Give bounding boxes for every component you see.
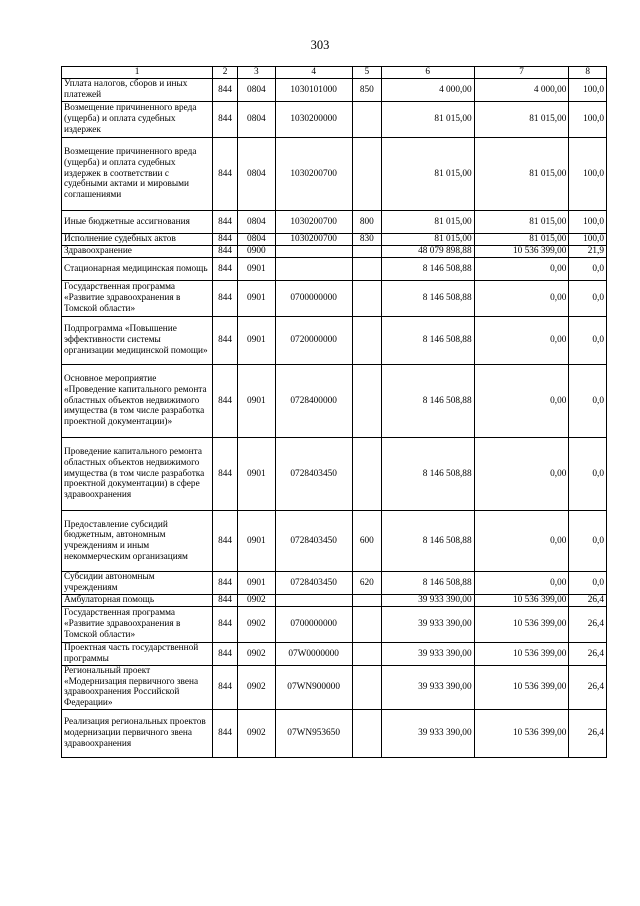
percent: 0,0 (569, 365, 607, 438)
code-5: 830 (352, 234, 381, 246)
header-row (62, 67, 607, 79)
amount-fact: 81 015,00 (474, 138, 569, 211)
col-header-2: 2 (213, 67, 238, 79)
code-2: 844 (213, 211, 238, 234)
amount-fact: 81 015,00 (474, 102, 569, 138)
code-4: 1030200000 (275, 102, 352, 138)
col-header-4: 4 (275, 67, 352, 79)
amount-plan: 8 146 508,88 (381, 511, 474, 572)
row-name: Проведение капитального ремонта областных объектов недвижимого имущества (в том числе разработка проектной документации) в сфере здравоохранения (62, 438, 213, 511)
budget-table (61, 66, 607, 758)
code-3: 0901 (238, 365, 276, 438)
row-name: Возмещение причиненного вреда (ущерба) и оплата судебных издержек (62, 102, 213, 138)
code-2: 844 (213, 138, 238, 211)
code-5 (352, 281, 381, 317)
amount-plan: 81 015,00 (381, 211, 474, 234)
row-name: Основное мероприятие «Проведение капитального ремонта областных объектов недвижимого имущества (в том числе разработка проектной документации)» (62, 365, 213, 438)
code-2: 844 (213, 438, 238, 511)
code-5 (352, 709, 381, 757)
code-3: 0901 (238, 511, 276, 572)
code-2: 844 (213, 572, 238, 595)
code-2: 844 (213, 595, 238, 607)
table-row (62, 438, 607, 511)
percent: 100,0 (569, 138, 607, 211)
code-3: 0901 (238, 258, 276, 281)
code-5: 620 (352, 572, 381, 595)
code-5 (352, 666, 381, 710)
row-name: Исполнение судебных актов (62, 234, 213, 246)
code-4 (275, 246, 352, 258)
percent: 26,4 (569, 666, 607, 710)
row-name: Подпрограмма «Повышение эффективности системы организации медицинской помощи» (62, 317, 213, 365)
row-name: Региональный проект «Модернизация первичного звена здравоохранения Российской Федерации» (62, 666, 213, 710)
table-row (62, 211, 607, 234)
percent: 0,0 (569, 511, 607, 572)
amount-fact: 0,00 (474, 317, 569, 365)
code-3: 0804 (238, 79, 276, 102)
amount-plan: 39 933 390,00 (381, 709, 474, 757)
code-4: 0728403450 (275, 438, 352, 511)
code-5 (352, 607, 381, 643)
table-row (62, 572, 607, 595)
percent: 100,0 (569, 102, 607, 138)
amount-plan: 8 146 508,88 (381, 258, 474, 281)
code-3: 0902 (238, 643, 276, 666)
amount-fact: 10 536 399,00 (474, 709, 569, 757)
code-2: 844 (213, 79, 238, 102)
col-header-1: 1 (62, 67, 213, 79)
code-4: 0728403450 (275, 511, 352, 572)
code-4: 07WN953650 (275, 709, 352, 757)
code-5 (352, 595, 381, 607)
table-row (62, 258, 607, 281)
row-name: Уплата налогов, сборов и иных платежей (62, 79, 213, 102)
percent: 26,4 (569, 709, 607, 757)
code-4 (275, 595, 352, 607)
table-row (62, 511, 607, 572)
code-5 (352, 438, 381, 511)
col-header-7: 7 (474, 67, 569, 79)
percent: 100,0 (569, 234, 607, 246)
table-row (62, 709, 607, 757)
amount-plan: 8 146 508,88 (381, 365, 474, 438)
table-row (62, 365, 607, 438)
code-5 (352, 317, 381, 365)
code-3: 0900 (238, 246, 276, 258)
code-4: 07W0000000 (275, 643, 352, 666)
col-header-3: 3 (238, 67, 276, 79)
code-3: 0804 (238, 138, 276, 211)
percent: 0,0 (569, 281, 607, 317)
row-name: Амбулаторная помощь (62, 595, 213, 607)
code-5 (352, 102, 381, 138)
amount-plan: 48 079 898,88 (381, 246, 474, 258)
code-4: 1030200700 (275, 234, 352, 246)
code-3: 0901 (238, 572, 276, 595)
amount-plan: 8 146 508,88 (381, 572, 474, 595)
code-2: 844 (213, 102, 238, 138)
code-3: 0902 (238, 709, 276, 757)
percent: 100,0 (569, 79, 607, 102)
amount-fact: 0,00 (474, 281, 569, 317)
amount-plan: 8 146 508,88 (381, 317, 474, 365)
amount-plan: 81 015,00 (381, 102, 474, 138)
code-3: 0901 (238, 281, 276, 317)
amount-plan: 81 015,00 (381, 234, 474, 246)
percent: 0,0 (569, 317, 607, 365)
col-header-5: 5 (352, 67, 381, 79)
table-row (62, 79, 607, 102)
code-5 (352, 643, 381, 666)
table-row (62, 281, 607, 317)
amount-fact: 0,00 (474, 572, 569, 595)
table-row (62, 234, 607, 246)
row-name: Субсидии автономным учреждениям (62, 572, 213, 595)
amount-plan: 39 933 390,00 (381, 595, 474, 607)
row-name: Здравоохранение (62, 246, 213, 258)
code-3: 0901 (238, 317, 276, 365)
percent: 0,0 (569, 258, 607, 281)
code-2: 844 (213, 281, 238, 317)
amount-fact: 4 000,00 (474, 79, 569, 102)
code-5 (352, 258, 381, 281)
code-5 (352, 138, 381, 211)
table-row (62, 246, 607, 258)
code-2: 844 (213, 317, 238, 365)
code-4: 1030101000 (275, 79, 352, 102)
amount-fact: 10 536 399,00 (474, 246, 569, 258)
percent: 21,9 (569, 246, 607, 258)
code-3: 0902 (238, 595, 276, 607)
amount-fact: 0,00 (474, 438, 569, 511)
col-header-6: 6 (381, 67, 474, 79)
code-3: 0901 (238, 438, 276, 511)
code-2: 844 (213, 365, 238, 438)
code-4: 07WN900000 (275, 666, 352, 710)
amount-fact: 0,00 (474, 258, 569, 281)
code-5: 800 (352, 211, 381, 234)
amount-fact: 10 536 399,00 (474, 607, 569, 643)
amount-fact: 81 015,00 (474, 211, 569, 234)
row-name: Иные бюджетные ассигнования (62, 211, 213, 234)
percent: 26,4 (569, 595, 607, 607)
row-name: Предоставление субсидий бюджетным, автономным учреждениям и иным некоммерческим организациям (62, 511, 213, 572)
code-2: 844 (213, 709, 238, 757)
amount-plan: 39 933 390,00 (381, 643, 474, 666)
table-row (62, 643, 607, 666)
code-2: 844 (213, 258, 238, 281)
code-3: 0804 (238, 211, 276, 234)
code-3: 0804 (238, 102, 276, 138)
code-4: 0728403450 (275, 572, 352, 595)
percent: 100,0 (569, 211, 607, 234)
amount-plan: 39 933 390,00 (381, 607, 474, 643)
row-name: Стационарная медицинская помощь (62, 258, 213, 281)
code-2: 844 (213, 246, 238, 258)
code-5 (352, 246, 381, 258)
code-3: 0902 (238, 607, 276, 643)
code-4: 0728400000 (275, 365, 352, 438)
code-4: 0720000000 (275, 317, 352, 365)
percent: 0,0 (569, 572, 607, 595)
amount-plan: 8 146 508,88 (381, 281, 474, 317)
row-name: Государственная программа «Развитие здравоохранения в Томской области» (62, 281, 213, 317)
amount-fact: 0,00 (474, 365, 569, 438)
amount-plan: 4 000,00 (381, 79, 474, 102)
code-4: 0700000000 (275, 607, 352, 643)
code-5 (352, 365, 381, 438)
code-5: 850 (352, 79, 381, 102)
table-row (62, 102, 607, 138)
row-name: Возмещение причиненного вреда (ущерба) и оплата судебных издержек в соответствии с судебными актами и мировыми соглашениями (62, 138, 213, 211)
amount-fact: 10 536 399,00 (474, 666, 569, 710)
code-3: 0902 (238, 666, 276, 710)
percent: 26,4 (569, 643, 607, 666)
percent: 0,0 (569, 438, 607, 511)
amount-plan: 39 933 390,00 (381, 666, 474, 710)
amount-fact: 10 536 399,00 (474, 595, 569, 607)
code-2: 844 (213, 666, 238, 710)
row-name: Реализация региональных проектов модернизации первичного звена здравоохранения (62, 709, 213, 757)
code-4: 1030200700 (275, 138, 352, 211)
row-name: Государственная программа «Развитие здравоохранения в Томской области» (62, 607, 213, 643)
code-3: 0804 (238, 234, 276, 246)
code-5: 600 (352, 511, 381, 572)
page-number: 303 (310, 38, 330, 52)
code-2: 844 (213, 607, 238, 643)
code-2: 844 (213, 643, 238, 666)
code-2: 844 (213, 234, 238, 246)
table-row (62, 138, 607, 211)
row-name: Проектная часть государственной программы (62, 643, 213, 666)
amount-fact: 10 536 399,00 (474, 643, 569, 666)
table-row (62, 666, 607, 710)
amount-fact: 81 015,00 (474, 234, 569, 246)
col-header-8: 8 (569, 67, 607, 79)
amount-plan: 8 146 508,88 (381, 438, 474, 511)
percent: 26,4 (569, 607, 607, 643)
code-4: 0700000000 (275, 281, 352, 317)
code-2: 844 (213, 511, 238, 572)
table-row (62, 607, 607, 643)
code-4 (275, 258, 352, 281)
code-4: 1030200700 (275, 211, 352, 234)
amount-plan: 81 015,00 (381, 138, 474, 211)
amount-fact: 0,00 (474, 511, 569, 572)
table-row (62, 317, 607, 365)
table-row (62, 595, 607, 607)
